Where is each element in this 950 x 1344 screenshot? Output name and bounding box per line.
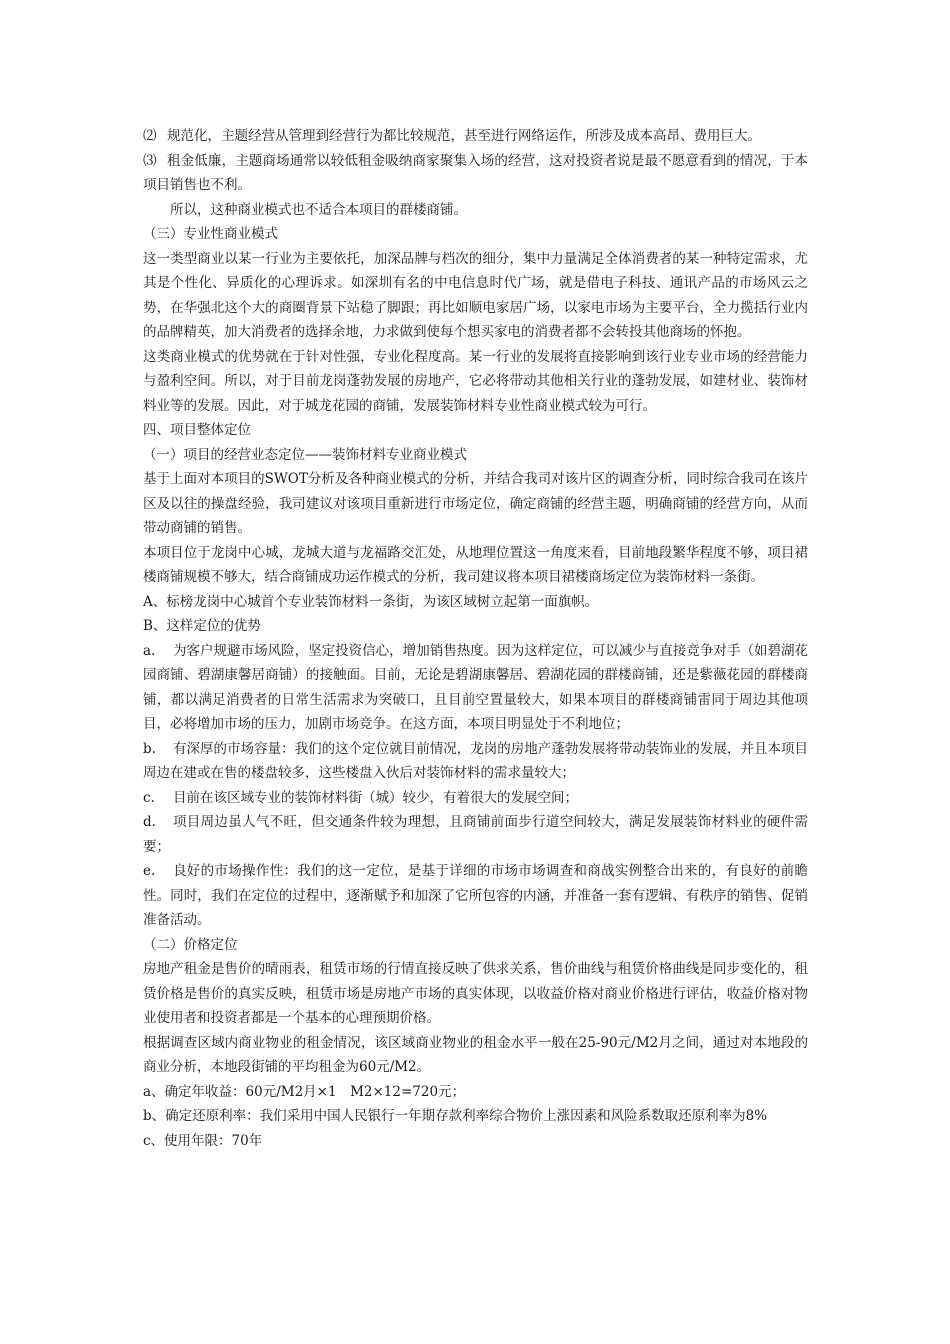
list-marker: e. (143, 863, 156, 879)
list-item (143, 786, 808, 811)
list-item (143, 737, 808, 786)
list-item-text: 目前在该区域专业的装饰材料街（城）较少，有着很大的发展空间； (173, 789, 578, 806)
list-marker: ⑶ (143, 152, 157, 169)
paragraph: B、这样定位的优势 (143, 618, 261, 634)
section-heading: （三）专业性商业模式 (143, 226, 278, 242)
list-item-text: 租金低廉，主题商场通常以较低租金吸纳商家聚集入场的经营，这对投资者说是最不愿意看到的情况，于本项目销售也不利。 (143, 152, 808, 193)
section-heading: （一）项目的经营业态定位——装饰材料专业商业模式 (143, 446, 467, 463)
list-item (143, 124, 808, 149)
list-marker: d. (143, 814, 156, 830)
list-marker: a. (143, 642, 156, 659)
list-item (143, 810, 808, 859)
paragraph: 房地产租金是售价的晴雨表，租赁市场的行情直接反映了供求关系，售价曲线与租赁价格曲线是同步变化的，租赁价格是售价的真实反映，租赁市场是房地产市场的真实体现，以收益价格对商业价格进行评估，收益价格对物业使用者和投资者都是一个基本的心理预期价格。 (143, 961, 808, 1026)
list-item-text: 规范化，主题经营从管理到经营行为都比较规范，甚至进行网络运作，所涉及成本高昂、费用巨大。 (167, 128, 761, 144)
list-marker: c. (143, 789, 155, 806)
paragraph: A、标榜龙岗中心城首个专业装饰材料一条街，为该区域树立起第一面旗帜。 (143, 593, 599, 610)
list-marker: b. (143, 740, 156, 757)
list-item-text: 良好的市场操作性：我们的这一定位，是基于详细的市场市场调查和商战实例整合出来的，有良好的前瞻性。同时，我们在定位的过程中，逐渐赋予和加深了它所包容的内涵，并准备一套有逻辑、有秩序的销售、促销准备活动。 (143, 863, 808, 928)
list-item (143, 639, 808, 737)
paragraph: 这一类型商业以某一行业为主要依托，加深品牌与档次的细分，集中力量满足全体消费者的某一种特定需求，尤其是个性化、异质化的心理诉求。如深圳有名的中电信息时代广场，就是借电子科技、通讯产品的市场风云之势，在华强北这个大的商圈背景下站稳了脚跟；再比如顺电家居广场，以家电市场为主要平台，全力揽括行业内的品牌精英，加大消费者的选择余地，力求做到使每个想买家电的消费者都不会转投其他商场的怀抱。 (143, 250, 808, 340)
list-marker: ⑵ (143, 128, 157, 144)
list-item-text: 有深厚的市场容量：我们的这个定位就目前情况，龙岗的房地产蓬勃发展将带动装饰业的发展，并且本项目周边在建或在售的楼盘较多，这些楼盘入伙后对装饰材料的需求量较大； (143, 740, 808, 781)
paragraph: 基于上面对本项目的SWOT分析及各种商业模式的分析，并结合我司对该片区的调查分析，同时综合我司在该片区及以往的操盘经验，我司建议对该项目重新进行市场定位，确定商铺的经营主题，明确商铺的经营方向，从而带动商铺的销售。 (143, 471, 808, 536)
paragraph: a、确定年收益：60元/M2月×1 M2×12=720元； (143, 1083, 466, 1100)
list-item (143, 859, 808, 933)
paragraph: 这类商业模式的优势就在于针对性强，专业化程度高。某一行业的发展将直接影响到该行业专业市场的经营能力与盈利空间。所以，对于目前龙岗蓬勃发展的房地产，它必将带动其他相关行业的蓬勃发展，如建材业、装饰材料业等的发展。因此，对于城龙花园的商铺，发展装饰材料专业性商业模式较为可行。 (143, 348, 808, 414)
paragraph: b、确定还原利率：我们采用中国人民银行一年期存款利率综合物价上涨因素和风险系数取还原利率为8% (143, 1108, 768, 1124)
list-item-text: 项目周边虽人气不旺，但交通条件较为理想，且商铺前面步行道空间较大，满足发展装饰材料业的硬件需要； (143, 814, 808, 855)
section-heading: （二）价格定位 (143, 936, 238, 953)
paragraph: 根据调查区域内商业物业的租金情况，该区域商业物业的租金水平一般在25-90元/M2月之间，通过对本地段的商业分析，本地段街铺的平均租金为60元/M2。 (143, 1034, 808, 1075)
document-page (143, 124, 808, 1153)
paragraph: 所以，这种商业模式也不适合本项目的群楼商铺。 (170, 201, 467, 218)
list-item (143, 149, 808, 198)
paragraph: c、使用年限：70年 (143, 1132, 263, 1149)
list-item-text: 为客户规避市场风险，坚定投资信心，增加销售热度。因为这样定位，可以减少与直接竞争对手（如碧湖花园商铺、碧湖康馨居商铺）的接触面。目前，无论是碧湖康馨居、碧湖花园的群楼商铺，还是紫薇花园的群楼商铺，都以满足消费者的日常生活需求为突破口，且目前空置量较大，如果本项目的群楼商铺雷同于周边其他项目，必将增加市场的压力，加剧市场竞争。在这方面，本项目明显处于不利地位； (143, 642, 808, 732)
paragraph: 本项目位于龙岗中心城，龙城大道与龙福路交汇处，从地理位置这一角度来看，目前地段繁华程度不够，项目裙楼商铺规模不够大，结合商铺成功运作模式的分析，我司建议将本项目裙楼商场定位为装饰材料一条街。 (143, 544, 808, 585)
section-heading: 四、项目整体定位 (143, 422, 251, 438)
